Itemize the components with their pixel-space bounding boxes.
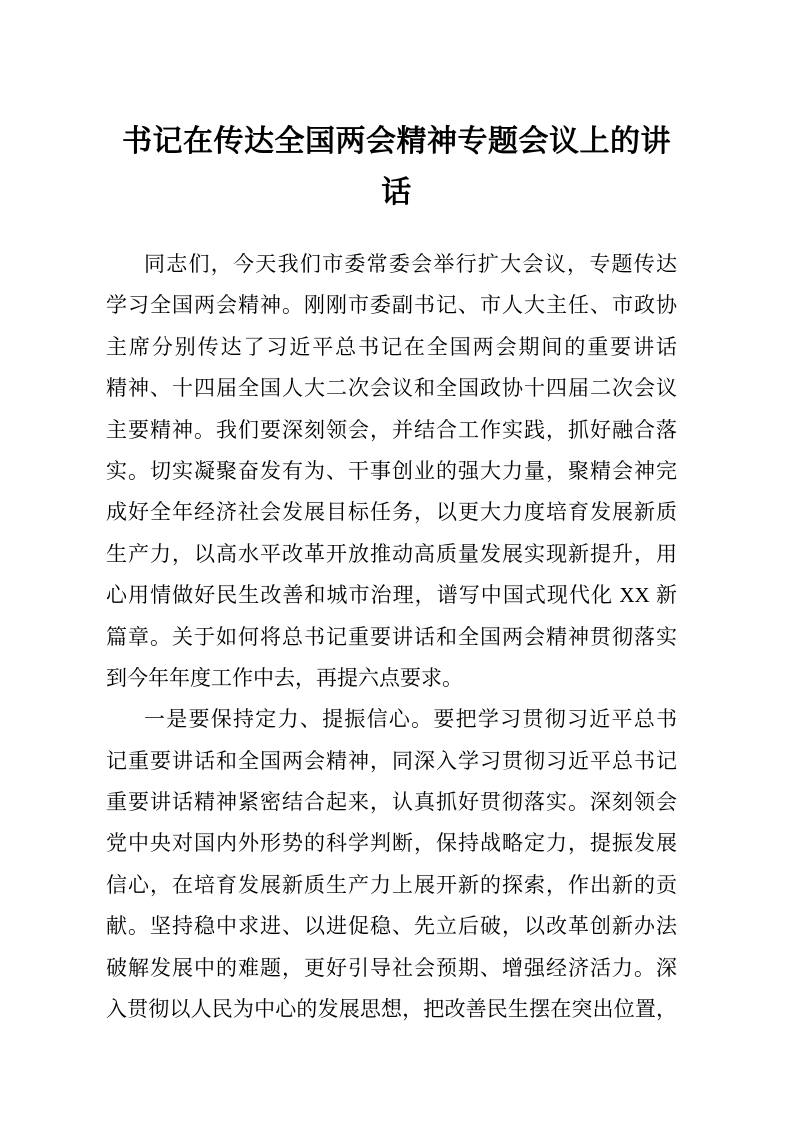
text-line: 实。切实凝聚奋发有为、干事创业的强大力量，聚精会神完 <box>106 458 677 483</box>
text-line: 一是要保持定力、提振信心。要把学习贯彻习近平总书 <box>144 707 677 732</box>
text-line: 重要讲话精神紧密结合起来，认真抓好贯彻落实。深刻领会 <box>106 790 677 815</box>
paragraph <box>106 244 677 699</box>
text-line: 生产力，以高水平改革开放推动高质量发展实现新提升，用 <box>106 541 677 566</box>
paragraph <box>106 699 677 1030</box>
text-line: 记重要讲话和全国两会精神，同深入学习贯彻习近平总书记 <box>106 748 677 773</box>
text-line: 到今年年度工作中去，再提六点要求。 <box>106 665 463 690</box>
title-line: 话 <box>381 176 412 209</box>
text-line: 党中央对国内外形势的科学判断，保持战略定力，提振发展 <box>106 831 677 856</box>
title-line: 书记在传达全国两会精神专题会议上的讲 <box>122 125 671 158</box>
text-line: 学习全国两会精神。刚刚市委副书记、市人大主任、市政协 <box>106 293 677 318</box>
text-line: 成好全年经济社会发展目标任务，以更大力度培育发展新质 <box>106 500 677 525</box>
text-line: 同志们，今天我们市委常委会举行扩大会议，专题传达 <box>144 252 677 276</box>
text-line: 主席分别传达了习近平总书记在全国两会期间的重要讲话 <box>106 334 677 359</box>
text-line: 破解发展中的难题，更好引导社会预期、增强经济活力。深 <box>106 955 677 980</box>
text-line: 主要精神。我们要深刻领会，并结合工作实践，抓好融合落 <box>106 417 677 442</box>
text-line: 篇章。关于如何将总书记重要讲话和全国两会精神贯彻落实 <box>106 624 677 649</box>
document-title <box>59 116 734 218</box>
text-line: 信心，在培育发展新质生产力上展开新的探索，作出新的贡 <box>106 872 677 897</box>
text-line: 心用情做好民生改善和城市治理，谱写中国式现代化 XX 新 <box>106 583 677 608</box>
document-body <box>106 244 677 1030</box>
text-line: 献。坚持稳中求进、以进促稳、先立后破，以改革创新办法 <box>106 914 677 939</box>
text-line: 入贯彻以人民为中心的发展思想，把改善民生摆在突出位置， <box>106 997 677 1022</box>
text-line: 精神、十四届全国人大二次会议和全国政协十四届二次会议 <box>106 376 677 401</box>
